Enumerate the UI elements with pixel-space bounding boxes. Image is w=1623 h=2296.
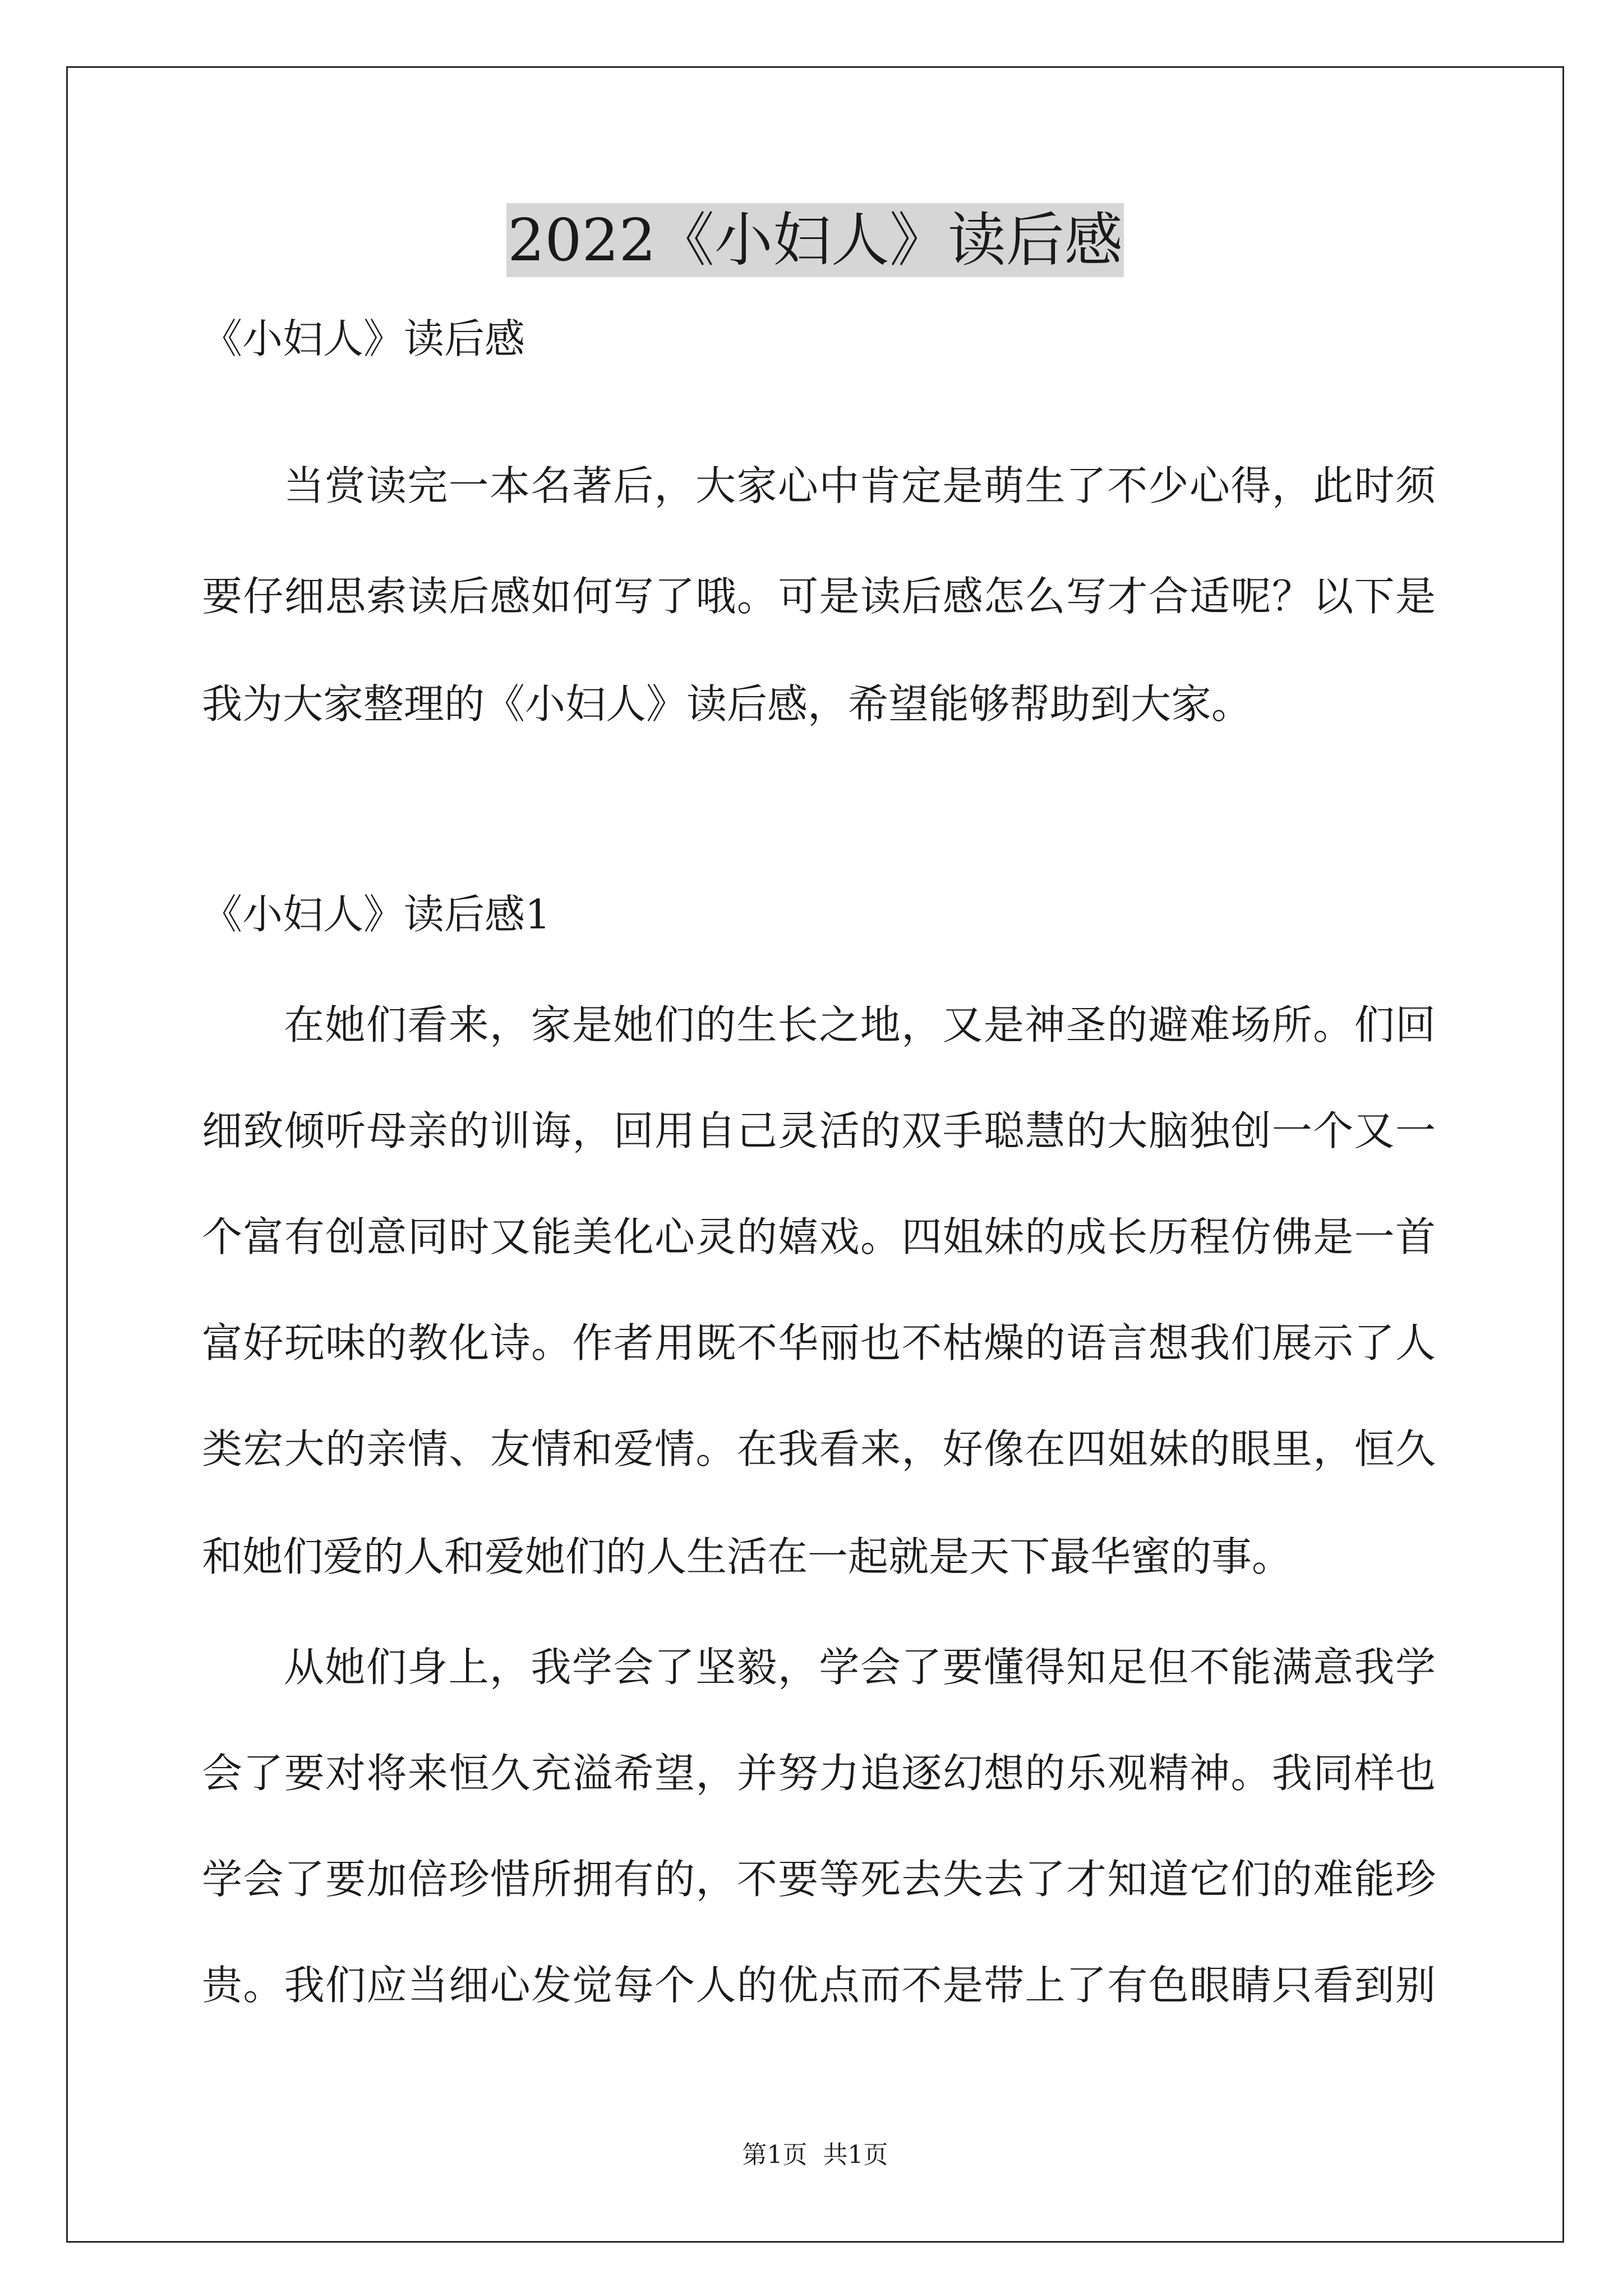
- intro-paragraph-line: 当赏读完一本名著后，大家心中肯定是萌生了不少心得，此时须: [284, 462, 1436, 509]
- document-title: 2022《小妇人》读后感: [506, 203, 1124, 277]
- section-paragraph-line: 和她们爱的人和爱她们的人生活在一起就是天下最华蜜的事。: [202, 1533, 1293, 1580]
- section-paragraph-line: 在她们看来，家是她们的生长之地，又是神圣的避难场所。们回: [284, 1001, 1436, 1048]
- section-paragraph-line: 会了要对将来恒久充溢希望，并努力追逐幻想的乐观精神。我同样也: [202, 1750, 1436, 1797]
- section-paragraph-line: 贵。我们应当细心发觉每个人的优点而不是带上了有色眼睛只看到别: [202, 1962, 1436, 2009]
- section-paragraph-line: 富好玩味的教化诗。作者用既不华丽也不枯燥的语言想我们展示了人: [202, 1319, 1436, 1366]
- intro-paragraph-line: 要仔细思索读后感如何写了哦。可是读后感怎么写才合适呢？以下是: [202, 573, 1436, 620]
- title-container: [66, 203, 1564, 277]
- page-number-footer: 第1页 共1页: [742, 2141, 888, 2169]
- section-paragraph-line: 学会了要加倍珍惜所拥有的，不要等死去失去了才知道它们的难能珍: [202, 1856, 1436, 1903]
- intro-heading: 《小妇人》读后感: [202, 315, 525, 362]
- section-paragraph-line: 个富有创意同时又能美化心灵的嬉戏。四姐妹的成长历程仿佛是一首: [202, 1213, 1436, 1260]
- section-paragraph-line: 细致倾听母亲的训诲，回用自己灵活的双手聪慧的大脑独创一个又一: [202, 1107, 1436, 1154]
- intro-paragraph-line: 我为大家整理的《小妇人》读后感，希望能够帮助到大家。: [202, 680, 1252, 728]
- section-heading: 《小妇人》读后感1: [202, 891, 551, 938]
- section-paragraph-line: 类宏大的亲情、友情和爱情。在我看来，好像在四姐妹的眼里，恒久: [202, 1425, 1436, 1473]
- section-paragraph-line: 从她们身上，我学会了坚毅，学会了要懂得知足但不能满意我学: [284, 1644, 1436, 1691]
